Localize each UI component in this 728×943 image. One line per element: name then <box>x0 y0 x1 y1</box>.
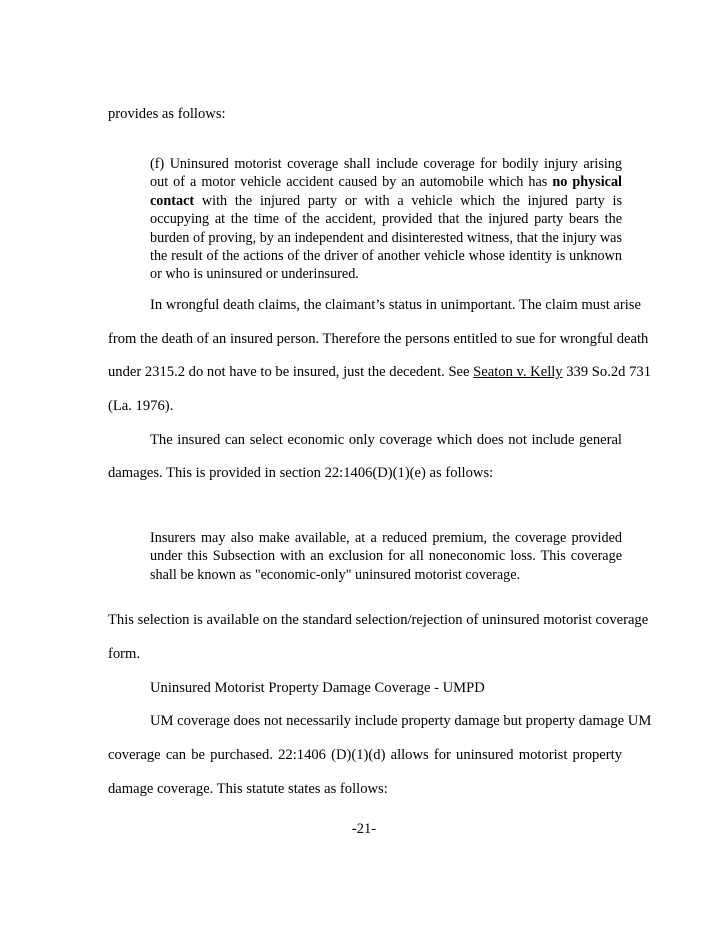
quote-text-after: with the injured party or with a vehicle which the injured party is occupying at the time of the accident, provided that the injured party bears the burden of proving, by an independent and disinterested witness, that the injury was the result of the actions of the driver of another vehicle whose identity is unknown or who is uninsured or underinsured. <box>150 192 622 283</box>
paragraph-economic-only-line-1: The insured can select economic only coverage which does not include general <box>150 432 622 448</box>
statute-quote-economic-text: Insurers may also make available, at a reduced premium, the coverage provided under this Subsection with an exclusion for all noneconomic loss. This coverage shall be known as "economic-only" uninsured motorist coverage. <box>150 530 622 583</box>
paragraph-wrongful-death-line-4: (La. 1976). <box>108 398 174 414</box>
paragraph-wrongful-death-line-3 <box>108 364 651 381</box>
paragraph-umpd-line-3: damage coverage. This statute states as follows: <box>108 781 388 797</box>
paragraph-selection-line-2: form. <box>108 646 141 662</box>
paragraph-umpd-line-2: coverage can be purchased. 22:1406 (D)(1)(d) allows for uninsured motorist property <box>108 747 622 763</box>
line-3-citation-rest: 339 So.2d 731 <box>562 364 651 380</box>
statute-quote-text <box>150 155 622 284</box>
paragraph-wrongful-death-line-1: In wrongful death claims, the claimant’s status in unimportant. The claim must arise <box>150 297 641 313</box>
statute-quote-economic-only <box>150 529 622 584</box>
paragraph-economic-only-line-2: damages. This is provided in section 22:1406(D)(1)(e) as follows: <box>108 465 494 481</box>
paragraph-wrongful-death-line-2: from the death of an insured person. Therefore the persons entitled to sue for wrongful death <box>108 331 649 347</box>
quote-text-before: (f) Uninsured motorist coverage shall include coverage for bodily injury arising out of a motor vehicle accident caused by an automobile which has <box>150 156 622 191</box>
line-3-text: under 2315.2 do not have to be insured, just the decedent. See <box>108 364 474 380</box>
paragraph-umpd-line-1: UM coverage does not necessarily include property damage but property damage UM <box>150 713 652 729</box>
intro-text: provides as follows: <box>108 106 226 122</box>
page-number: -21- <box>351 821 377 837</box>
paragraph-selection-line-1: This selection is available on the standard selection/rejection of uninsured motorist coverage <box>108 612 649 628</box>
section-heading-umpd: Uninsured Motorist Property Damage Coverage - UMPD <box>150 680 485 696</box>
statute-quote-no-contact <box>150 155 622 284</box>
case-citation: Seaton v. Kelly <box>473 364 563 380</box>
quote-emphasis: no physical contact <box>150 174 622 209</box>
